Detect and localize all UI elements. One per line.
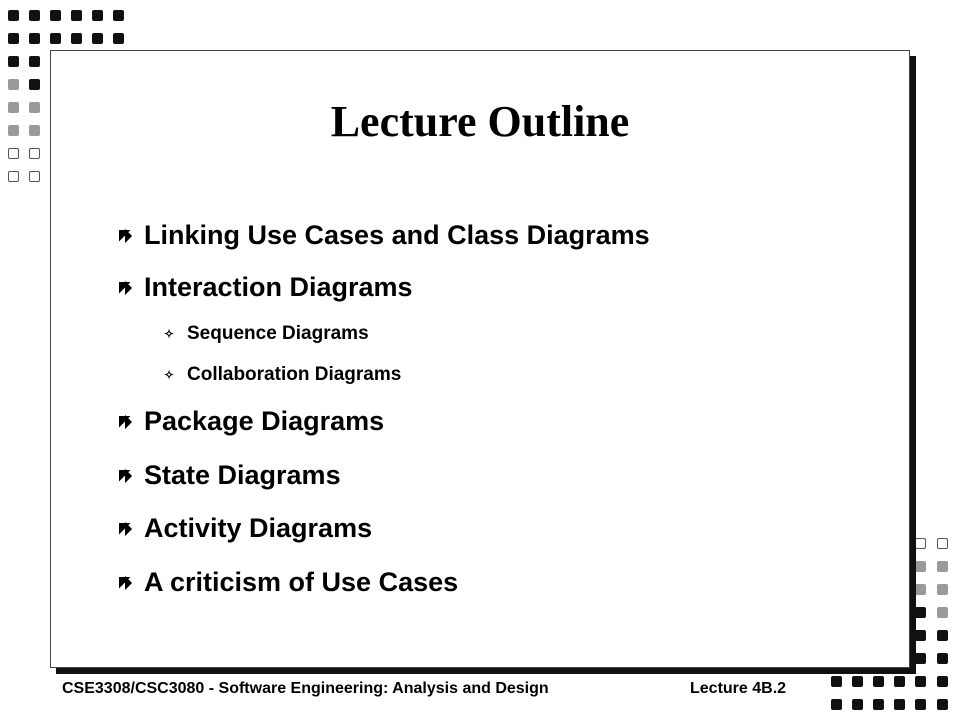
bullet-item <box>118 567 458 598</box>
bullet-text: A criticism of Use Cases <box>144 567 459 597</box>
diamond-bullet-icon <box>118 415 132 429</box>
footer-course: CSE3308/CSC3080 - Software Engineering: Analysis and Design <box>62 680 549 697</box>
footer-lecture-number: Lecture 4B.2 <box>690 680 787 697</box>
sub-bullet-text: Sequence Diagrams <box>187 323 369 344</box>
bullet-text: Interaction Diagrams <box>144 272 413 302</box>
bullet-text: Linking Use Cases and Class Diagrams <box>144 220 650 250</box>
bullet-item <box>118 460 341 491</box>
bullet-item <box>118 220 650 251</box>
bullet-item <box>118 272 413 303</box>
diamond-bullet-icon <box>118 522 132 536</box>
bullet-text: Package Diagrams <box>144 406 385 436</box>
bullet-item <box>118 513 372 544</box>
diamond-bullet-icon <box>118 229 132 243</box>
sub-bullet-item <box>162 364 401 386</box>
sub-bullet-item <box>162 323 369 345</box>
four-point-star-icon: ✧ <box>163 327 175 341</box>
bullet-item <box>118 406 384 437</box>
diamond-bullet-icon <box>118 469 132 483</box>
diamond-bullet-icon <box>118 576 132 590</box>
bullet-text: Activity Diagrams <box>144 513 373 543</box>
sub-bullet-text: Collaboration Diagrams <box>187 364 402 385</box>
four-point-star-icon: ✧ <box>163 368 175 382</box>
bullet-text: State Diagrams <box>144 460 341 490</box>
diamond-bullet-icon <box>118 281 132 295</box>
slide-title: Lecture Outline <box>330 97 630 146</box>
